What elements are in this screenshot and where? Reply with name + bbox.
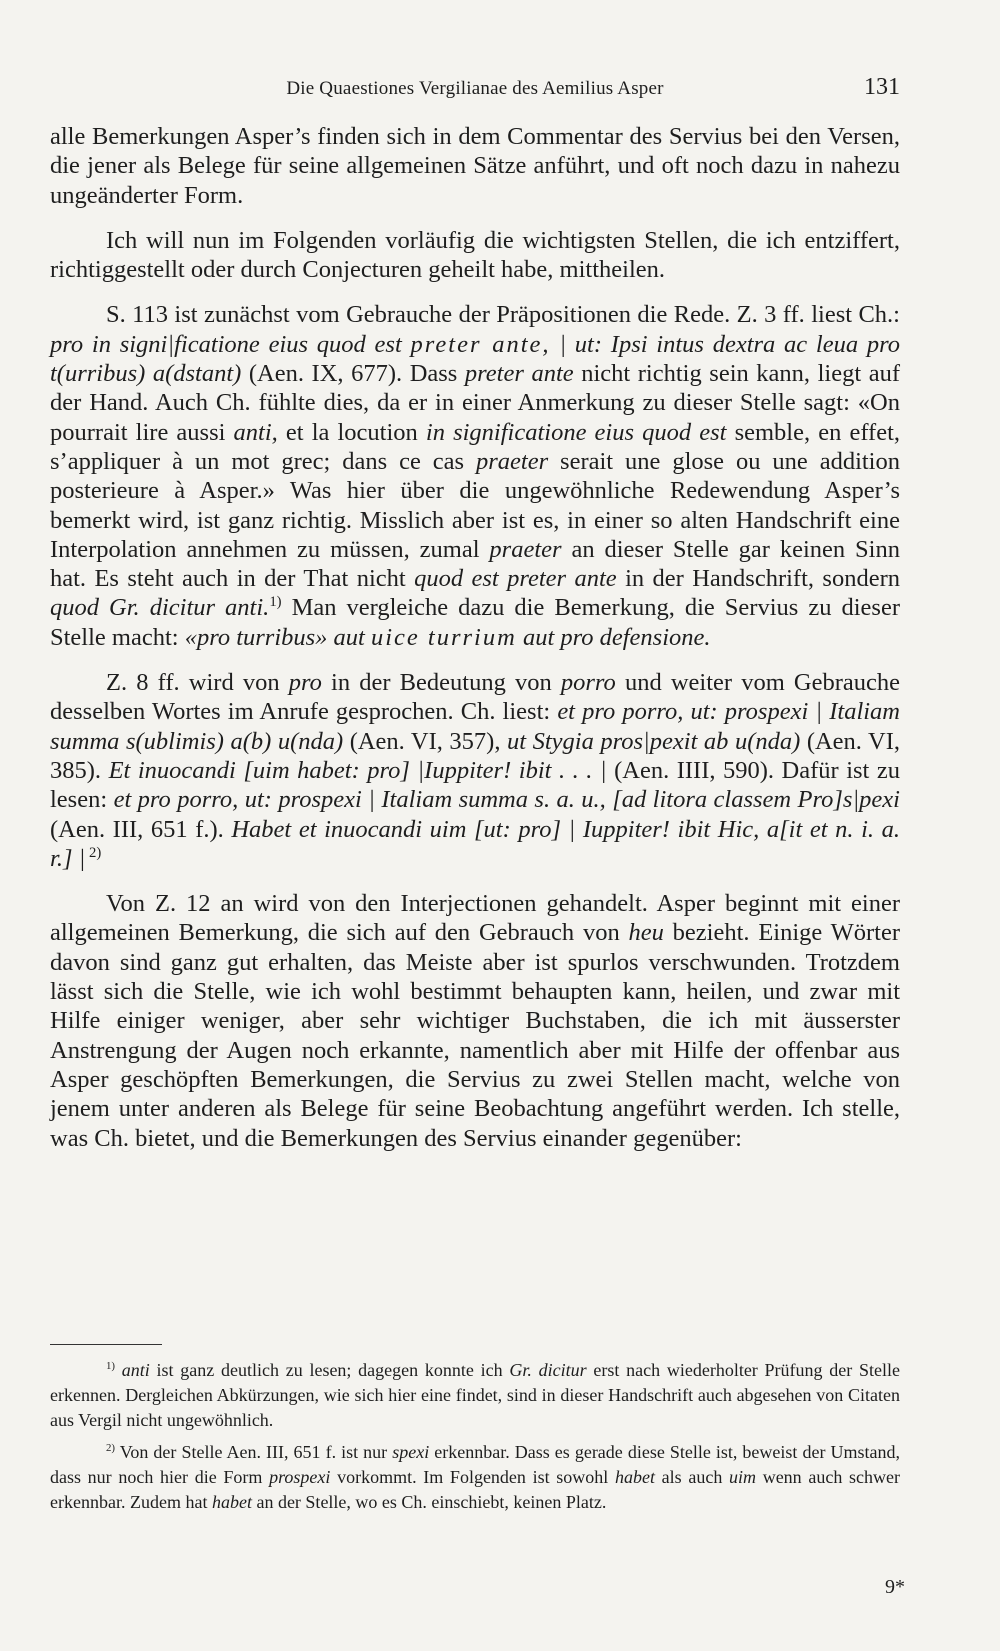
text-run: nicht richtig sein kann, liegt auf der Hand. Auch Ch. fühlte dies, da er in einer Anmerkung zu dieser Stelle sagt: «On pourrait lire aussi (50, 360, 901, 446)
running-header (50, 74, 900, 104)
text-run: S. 113 ist zunächst vom Gebrauche der Präpositionen die Rede. Z. 3 ff. liest Ch.: (106, 301, 900, 329)
paragraph-4 (50, 668, 900, 873)
text-run (115, 1360, 122, 1380)
text-run: anti (121, 1360, 150, 1380)
text-run: an der Stelle, wo es Ch. einschiebt, keinen Platz. (251, 1492, 607, 1513)
text-run: semble, en effet, s’appliquer à un mot grec; dans ce cas (50, 418, 901, 475)
text-run: in der Bedeutung von (321, 669, 561, 697)
text-run: «pro turribus» aut (184, 623, 371, 651)
text-run: porro (560, 669, 616, 697)
text-run: praeter (489, 535, 562, 563)
text-run: anti, (233, 418, 278, 446)
text-run: spexi (392, 1441, 430, 1462)
text-run: | ut: Ipsi intus dextra ac leua pro t(urribus) a(dstant) (50, 330, 900, 388)
text-run: aut pro defensione. (516, 623, 711, 651)
footnote-marker: 1) (269, 594, 282, 611)
text-run: serait une glose ou une addition posterieure à Asper.» Was hier über die ungewöhnliche Redewendung Asper’s bemerkt wird, ist ganz richtig. Misslich aber ist es, in einer so alten Handschrift eine Interpolation annehmen zu müssen, zumal (50, 447, 900, 563)
text-run: in der Handschrift, sondern (616, 565, 900, 593)
text-run: alle Bemerkungen Asper’s finden sich in dem Commentar des Servius bei den Versen, die jener als Belege für seine allgemeinen Sätze anführt, und oft noch dazu in nahezu ungeänderter Form. (50, 123, 900, 209)
running-title: Die Quaestiones Vergilianae des Aemilius Asper (286, 78, 664, 99)
text-run: Von Z. 12 an wird von den Interjectionen gehandelt. Asper beginnt mit einer allgemeinen Bemerkung, die sich auf den Gebrauch von (50, 890, 900, 947)
footnote-2 (50, 1440, 900, 1516)
footnote-marker: 1) (106, 1360, 115, 1372)
footnote-rule (50, 1344, 162, 1345)
text-run: Habet et inuocandi uim [ut: pro] | Iuppiter! ibit Hic, a[it et n. i. a. r.] | (50, 815, 900, 872)
text-run: Man vergleiche dazu die Bemerkung, die Servius zu dieser Stelle macht: (50, 594, 900, 651)
page-number: 131 (864, 74, 900, 100)
text-run: et pro porro, ut: prospexi | Italiam summa s(ublimis) a(b) u(nda) (50, 698, 900, 755)
paragraph-3 (50, 300, 900, 652)
text-run: (Aen. IX, 677). Dass (241, 360, 465, 388)
text-run: an dieser Stelle gar keinen Sinn hat. Es steht auch in der That nicht (50, 535, 900, 593)
text-run: wenn auch schwer erkennbar. Zudem hat (50, 1466, 901, 1513)
text-run: preter ante, (410, 330, 551, 358)
footnote-marker: 2) (106, 1441, 115, 1454)
text-run: Ich will nun im Folgenden vorläufig die wichtigsten Stellen, die ich entziffert, richtiggestellt oder durch Conjecturen geheilt habe, mittheilen. (50, 226, 900, 284)
text-run: preter ante (464, 360, 574, 388)
text-run: habet (614, 1466, 655, 1487)
text-run: ist ganz deutlich zu lesen; dagegen konnte ich (149, 1360, 510, 1380)
footnotes (50, 1358, 900, 1515)
text-run: pro (288, 669, 322, 697)
text-run: ut Stygia pros|pexit ab u(nda) (507, 727, 801, 755)
text-run: Z. 8 ff. wird von (106, 669, 289, 697)
text-run: (Aen. VI, 385). (50, 727, 900, 784)
text-run: praeter (476, 447, 549, 475)
text-run: habet (211, 1492, 252, 1513)
paragraph-2 (50, 226, 900, 285)
text-run: erkennbar. Dass es gerade diese Stelle ist, beweist der Umstand, dass nur noch hier die Form (50, 1441, 900, 1487)
text-run: uim (729, 1466, 757, 1487)
text-run: et la locution (277, 418, 426, 446)
text-run: Et inuocandi [uim habet: pro] |Iuppiter! ibit . . . | (108, 756, 607, 784)
text-run: et pro porro, ut: prospexi | Italiam summa s. a. u., [ad litora classem Pro]s|pexi (113, 786, 900, 814)
text-run: pro in signi|ficatione eius quod est (50, 330, 411, 358)
text-run: (Aen. IIII, 590). Dafür ist zu lesen: (50, 756, 900, 814)
text-run: bezieht. Einige Wörter davon sind ganz gut erhalten, das Meiste aber ist spurlos verschwunden. Trotzdem lässt sich die Stelle, wie ich wohl bestimmt behaupten kann, heilen, und zwar mit Hilfe einiger weniger, aber sehr wichtiger Buchstaben, die ich mit äusserster Anstrengung der Augen noch erkannte, namentlich aber mit Hilfe der offenbar aus Asper geschöpften Bemerkungen, die Servius zu zwei Stellen macht, welche von jenem unter anderen als Belege für seine Beobachtung angeführt werden. Ich stelle, was Ch. bietet, und die Bemerkungen des Servius einander gegenüber: (50, 919, 901, 1152)
paragraph-5 (50, 889, 900, 1153)
paragraph-1 (50, 122, 900, 210)
text-run: erst nach wiederholter Prüfung der Stelle erkennen. Dergleichen Abkürzungen, wie sich hier eine findet, sind in dieser Handschrift auch abgesehen von Citaten aus Vergil nicht ungewöhnlich. (50, 1360, 901, 1431)
text-run: quod Gr. dicitur anti. (50, 594, 270, 622)
text-run: Von der Stelle Aen. III, 651 f. ist nur (115, 1441, 393, 1462)
text-run: als auch (654, 1466, 730, 1487)
text-run: (Aen. III, 651 f.). (50, 815, 232, 843)
text-run: und weiter vom Gebrauche desselben Wortes im Anrufe gesprochen. Ch. liest: (50, 669, 901, 726)
footnote-marker: 2) (85, 844, 102, 861)
text-run: (Aen. VI, 357), (343, 727, 507, 755)
text-run: heu (628, 919, 664, 947)
text-run: vorkommt. Im Folgenden ist sowohl (330, 1466, 615, 1487)
text-run: uice turrium (371, 623, 517, 651)
text-run: Gr. dicitur (509, 1360, 587, 1380)
text-run: in significatione eius quod est (425, 418, 727, 446)
main-text (50, 122, 900, 1153)
text-run: prospexi (269, 1466, 331, 1487)
footnote-1 (50, 1358, 900, 1434)
text-run: quod est preter ante (414, 565, 617, 593)
signature-mark: 9* (885, 1576, 905, 1598)
